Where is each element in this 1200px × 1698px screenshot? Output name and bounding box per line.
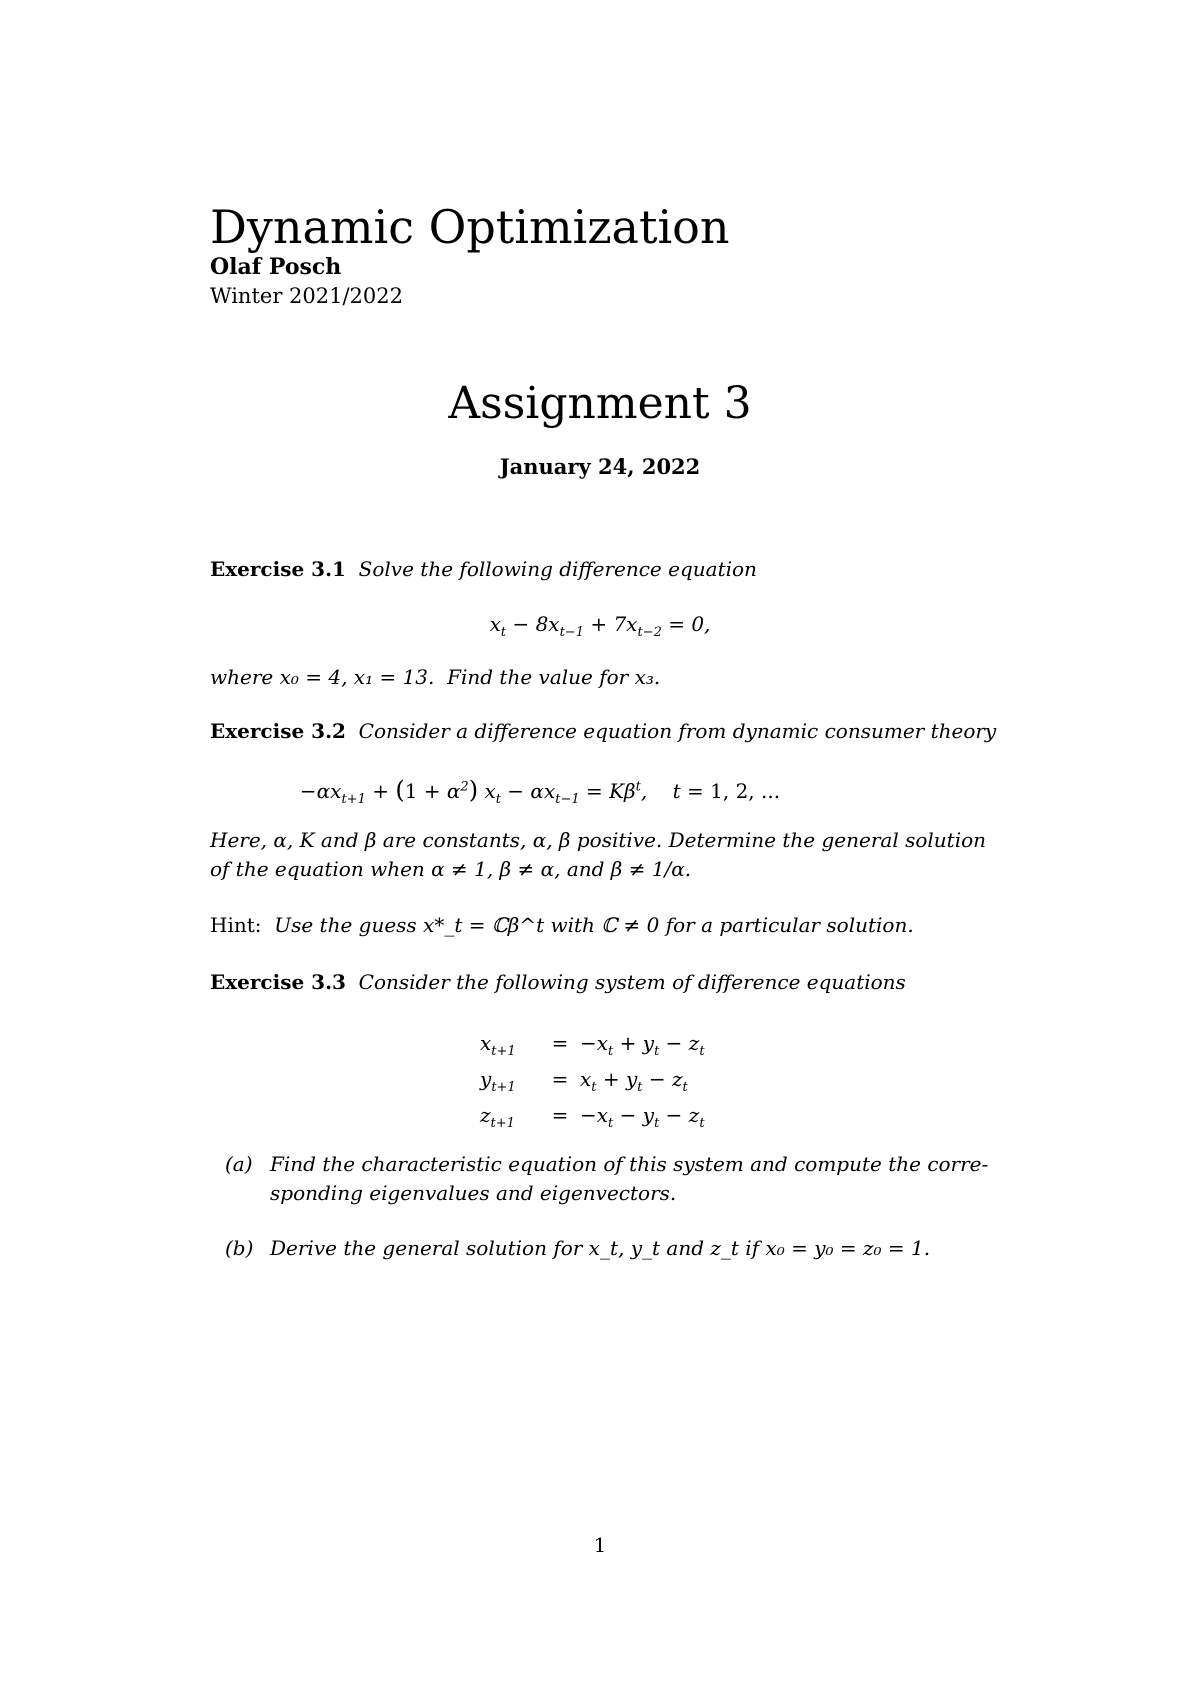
system-row: $x_{t+1} = -x_t + y_t - z_t$ (480, 1031, 705, 1059)
conditions-prefix: where (210, 665, 280, 689)
assignment-title: Assignment 3 (448, 378, 752, 429)
exercise-prompt: Consider the following system of difference equations (358, 970, 906, 994)
course-title: Dynamic Optimization (210, 200, 730, 254)
exercise-3-2-hint (210, 911, 1010, 940)
exercise-label: Exercise 3.2 (210, 719, 346, 743)
author-name: Olaf Posch (210, 254, 342, 280)
page-number: 1 (593, 1533, 607, 1557)
text-line-1: Here, α, K and β are constants, α, β positive. Determine the general solution (210, 828, 987, 852)
exercise-3-2-equation: $-\alpha x_{t+1} + (1 + \alpha^2) x_t - \alpha x_{t-1} = K\beta^t$, t = 1, 2, ... (299, 776, 781, 807)
exercise-prompt: Solve the following difference equation (358, 557, 757, 581)
system-row: $y_{t+1} = x_t + y_t - z_t$ (480, 1067, 688, 1095)
exercise-3-1-conditions (210, 663, 1010, 692)
hint-text: Use the guess x*_t = ℂβ^t with ℂ ≠ 0 for a particular solution. (274, 913, 914, 937)
exercise-3-2-text (210, 826, 1010, 884)
exercise-prompt: Consider a difference equation from dynamic consumer theory (358, 719, 997, 743)
exercise-3-1-equation: $x_t - 8x_{t-1} + 7x_{t-2} = 0$, (489, 612, 711, 640)
part-label: (b) (225, 1236, 254, 1260)
assignment-date: January 24, 2022 (499, 454, 701, 479)
exercise-3-3-part-a (225, 1150, 1015, 1208)
equation-system (480, 1025, 705, 1133)
part-a-line-1: Find the characteristic equation of this system and compute the corre- (270, 1152, 989, 1176)
hint-label: Hint: (210, 913, 262, 937)
initial-conditions: x₀ = 4, x₁ = 13. (279, 665, 435, 689)
term: Winter 2021/2022 (210, 284, 403, 308)
text-line-2: of the equation when α ≠ 1, β ≠ α, and β ≠ 1/α. (210, 857, 692, 881)
part-a-line-2: sponding eigenvalues and eigenvectors. (270, 1181, 677, 1205)
exercise-label: Exercise 3.1 (210, 557, 346, 581)
system-row: $z_{t+1} = -x_t - y_t - z_t$ (480, 1103, 705, 1131)
exercise-question: Find the value for x₃. (447, 665, 661, 689)
part-b-text: Derive the general solution for x_t, y_t and z_t if x₀ = y₀ = z₀ = 1. (270, 1236, 931, 1260)
exercise-label: Exercise 3.3 (210, 970, 346, 994)
exercise-3-1-heading (210, 555, 1010, 584)
exercise-3-3-heading (210, 968, 1010, 997)
exercise-3-2-heading (210, 717, 1010, 746)
exercise-3-3-part-b (225, 1234, 1015, 1263)
part-label: (a) (225, 1152, 253, 1176)
